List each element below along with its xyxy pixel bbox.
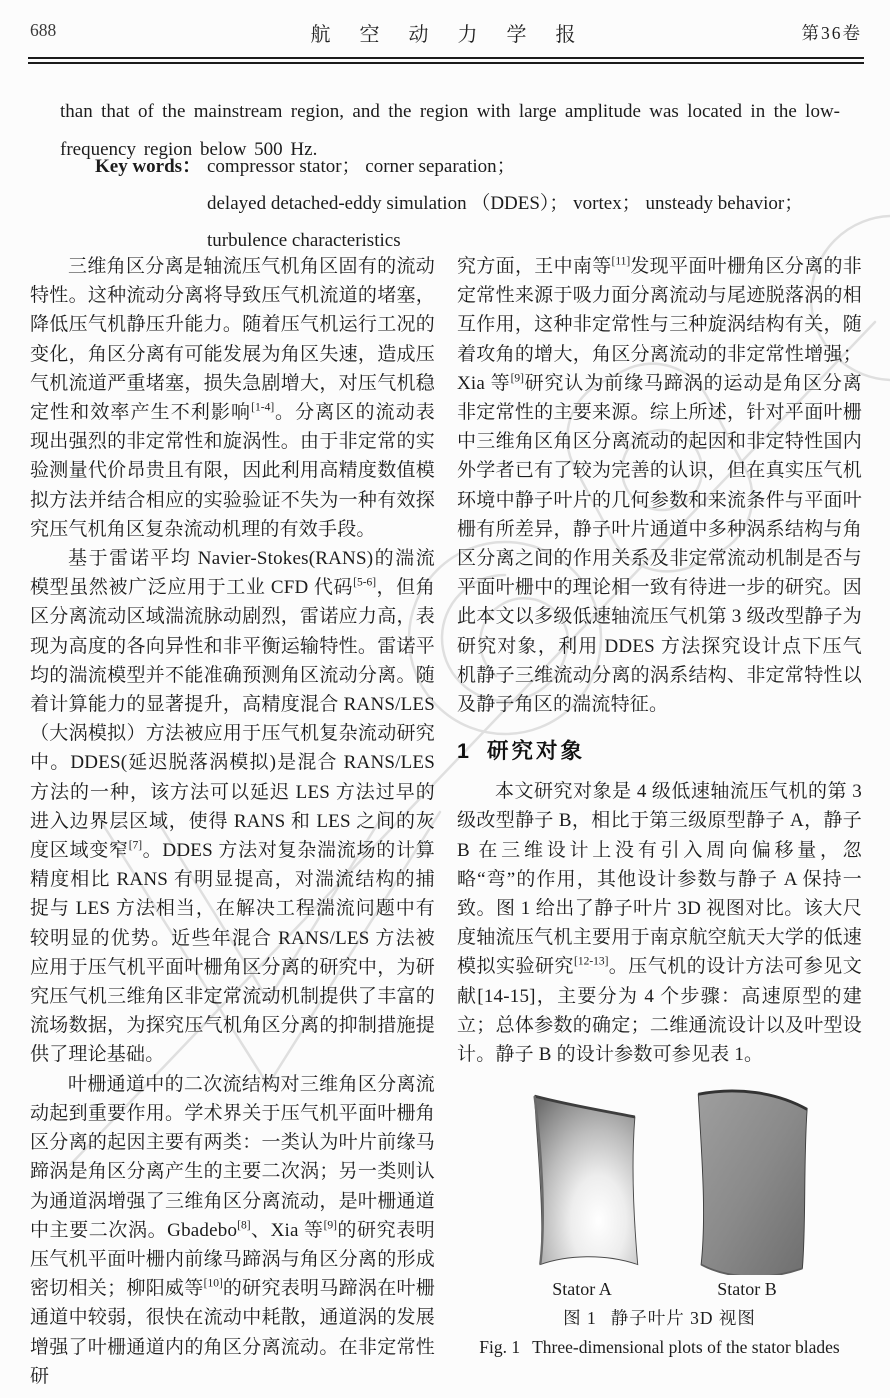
journal-title: 航 空 动 力 学 报: [310, 24, 582, 46]
blade-a-label: Stator A: [552, 1279, 612, 1300]
para-intro: 三维角区分离是轴流压气机角区固有的流动特性。这种流动分离将导致压气机流道的堵塞，降低压气机静压升能力。随着压气机运行工况的变化，角区分离有可能发展为角区失速，造成压气机流道严重堵塞，损失急剧增大，对压气机稳定性和效率产生不利影响[1-4]。分离区的流动表现出强烈的非定常性和旋涡性。由于非定常的实验测量代价昂贵且有限，因此利用高精度数值模拟方法并结合相应的实验验证不失为一种有效探究压气机角区复杂流动机理的有效手段。: [30, 256, 435, 540]
right-column: [457, 252, 862, 1391]
section-number: 1: [457, 739, 469, 764]
figure-caption-en: [457, 1337, 862, 1358]
figure-caption-zh-label: 图 1: [563, 1308, 597, 1329]
figure-caption-zh-text: 静子叶片 3D 视图: [610, 1308, 756, 1329]
para-unsteady-continued: 究方面，王中南等[11]发现平面叶栅角区分离的非定常性来源于吸力面分离流动与尾迹脱落涡的相互作用，这种非定常性与三种旋涡结构有关，随着攻角的增大，角区分离流动的非定常性增强；Xia 等[9]研究认为前缘马蹄涡的运动是角区分离非定常性的主要来源。综上所述，针对平面叶栅中三维角区角区分离流动的起因和非定特性国内外学者已有了较为完善的认识，但在真实压气机环境中静子叶片的几何参数和来流条件与平面叶栅有所差异，静子叶片通道中多种涡系结构与角区分离之间的作用关系及非定常流动机制是否与平面叶栅中的理论相一致有待进一步的研究。因此本文以多级低速轴流压气机第 3 级改型静子为研究对象，利用 DDES 方法探究设计点下压气机静子三维流动分离的涡系结构、非定常特性以及静子角区的湍流特征。: [457, 255, 863, 716]
figure-caption-en-text: Three-dimensional plots of the stator blades: [532, 1337, 840, 1358]
section-heading: [457, 734, 862, 765]
page-number: 688: [30, 20, 57, 40]
body-columns: [30, 252, 862, 1391]
stator-blades-image: [503, 1081, 833, 1275]
keywords-label: Key words：: [95, 156, 202, 177]
blade-b-label: Stator B: [717, 1279, 777, 1300]
figure-stator-blades: [457, 1081, 862, 1358]
section-title: 研究对象: [486, 739, 585, 764]
volume-label: 第36卷: [801, 23, 862, 43]
figure-caption-zh: [457, 1305, 862, 1330]
para-research-object: 本文研究对象是 4 级低速轴流压气机的第 3 级改型静子 B，相比于第三级原型静子 A，静子 B 在三维设计上没有引入周向偏移量，忽略“弯”的作用，其他设计参数与静子 A 保持一致。图 1 给出了静子叶片 3D 视图对比。该大尺度轴流压气机主要用于南京航空航天大学的低速模拟实验研究[12-13]。压气机的设计方法可参见文献[14-15]，主要分为 4 个步骤：高速原型的建立；总体参数的确定；二维通流设计以及叶型设计。静子 B 的设计参数可参见表 1。: [457, 781, 862, 1066]
blade-b-image: [698, 1091, 807, 1275]
keyword-line: compressor stator； corner separation；: [207, 156, 516, 177]
para-rans-ddes: 基于雷诺平均 Navier-Stokes(RANS)的湍流模型虽然被广泛应用于工业 CFD 代码[5-6]，但角区分离流动区域湍流脉动剧烈，雷诺应力高，表现为高度的各向异性和非平衡运输特性。雷诺平均的湍流模型并不能准确预测角区流动分离。随着计算能力的显著提升，高精度混合 RANS/LES（大涡模拟）方法被应用于压气机复杂流动研究中。DDES(延迟脱落涡模拟)是混合 RANS/LES 方法的一种，该方法可以延迟 LES 方法过早的进入边界层区域，使得 RANS 和 LES 之间的灰度区域变窄[7]。DDES 方法对复杂湍流场的计算精度相比 RANS 有明显提高，对湍流结构的捕捉与 LES 方法相当，在解决工程湍流问题中有较明显的优势。近些年混合 RANS/LES 方法被应用于压气机平面叶栅角区分离的研究中，为研究压气机三维角区非定常流动机制提供了丰富的流场数据，为探究压气机角区分离的抑制措施提供了理论基础。: [30, 548, 435, 1066]
keyword-line: delayed detached-eddy simulation （DDES）； vortex； unsteady behavior；: [207, 193, 804, 214]
keywords-block: [95, 148, 855, 259]
blade-a-image: [535, 1096, 638, 1264]
left-column: [30, 252, 435, 1391]
running-header: [30, 16, 862, 50]
keyword-line: turbulence characteristics: [207, 230, 401, 251]
abstract-english-text: than that of the mainstream region, and the region with large amplitude was located in the low-frequency region below 500 Hz.: [60, 101, 840, 160]
header-rule: [28, 57, 864, 64]
figure-caption-en-label: Fig. 1: [479, 1337, 521, 1358]
keywords-lines: [207, 148, 855, 259]
para-secondary-flow: 叶栅通道中的二次流结构对三维角区分离流动起到重要作用。学术界关于压气机平面叶栅角区分离的起因主要有两类：一类认为叶片前缘马蹄涡是角区分离产生的主要二次涡；另一类则认为通道涡增强了三维角区分离流动，是叶栅通道中主要二次涡。Gbadebo[8]、Xia 等[9]的研究表明压气机平面叶栅内前缘马蹄涡与角区分离的形成密切相关；柳阳威等[10]的研究表明马蹄涡在叶栅通道中较弱，很快在流动中耗散，通道涡的发展增强了叶栅通道内的角区分离流动。在非定常性研: [30, 1073, 435, 1387]
blade-labels: [503, 1279, 833, 1300]
